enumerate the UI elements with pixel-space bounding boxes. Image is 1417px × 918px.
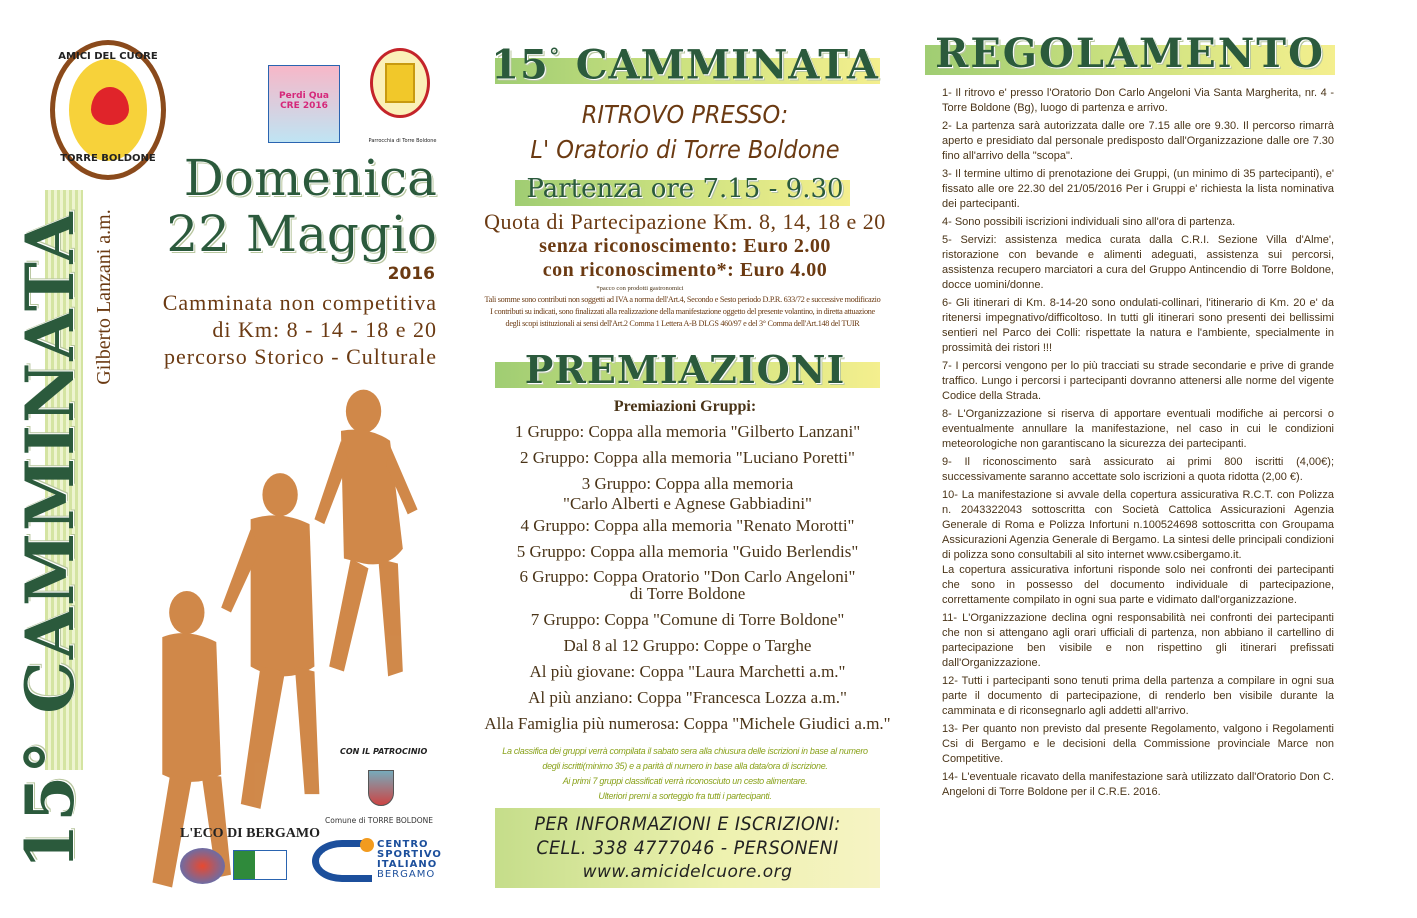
regolamento-panel [925,0,1345,918]
runner-body [341,430,403,565]
prize-item: 5 Gruppo: Coppa alla memoria "Guido Berlendis" [516,542,859,561]
left-panel [0,0,445,918]
rule-item: 12- Tutti i partecipanti sono tenuti prima della partenza a compilare in ogni sua parte il documento di partecipazione, di renderlo ben visibile durante la camminata e di riconsegnarlo agli addetti all'arrivo. [942,675,1334,717]
runner-head [346,390,381,433]
website-link[interactable]: www.amicidelcuore.org [582,862,793,882]
rule-item: 7- I percorsi vengono per lo più tracciati su strade secondarie e prive di grande traffico. Lungo i percorsi i partecipanti dovranno attenersi alle norme del vigente Codice della Strada. [942,360,1334,402]
rule-item: 14- L'eventuale ricavato della manifestazione sarà utilizzato dall'Oratorio Don C. Angeloni di Torre Boldone per il C.R.E. 2016. [942,771,1334,798]
patronage-label: CON IL PATROCINIO [340,747,428,756]
regolamento-title: REGOLAMENTO [935,30,1325,77]
rule-item: 4- Sono possibili iscrizioni individuali sino all'ora di partenza. [942,216,1236,228]
logo-top-text: AMICI DEL CUORE [58,51,158,62]
sponsor-ambiente-logo [233,850,287,880]
ritrovo-label: RITROVO PRESSO: [581,100,789,129]
perdi-qua-logo: Perdi Qua CRE 2016 [268,65,340,143]
camminata-title: 15° CAMMINATA [491,41,879,89]
rule-item: 3- Il termine ultimo di prenotazione dei Gruppi, (un minimo di 35 partecipanti), e' fissato alle ore 22.30 del 21/05/2016 Per i Gruppi e' richiesta la lista nominativa dei partecipanti. [942,168,1334,210]
eco-di-bergamo-logo: L'ECO DI BERGAMO [180,826,321,841]
prize-item: Al più anziano: Coppa "Francesca Lozza a.m." [528,688,847,707]
ranking-notes: La classifica dei gruppi verrà compilata il sabato sera alla chiusura delle iscrizioni in base al numero degli iscritti(minimo 35) e a parità di numero in base alla data/ora di iscrizione. Ai primi 7 gruppi classificati verrà riconosciuto un cesto alimentare. Ulteriori premi a sorteggio fra tutti i partecipanti. [502,746,868,801]
prize-item: Alla Famiglia più numerosa: Coppa "Michele Giudici a.m." [484,714,891,733]
pacco-note: *pacco con prodotti gastronomici [596,285,684,292]
sponsor-badge-logo [180,848,225,884]
prize-list [460,422,915,734]
amici-del-cuore-logo [50,40,166,180]
prize-item: 6 Gruppo: Coppa Oratorio "Don Carlo Angeloni" [519,567,856,586]
rule-item: 13- Per quanto non previsto dal presente Regolamento, valgono i Regolamenti Csi di Bergamo e le decisioni della Commissione provinciale Marce non Competitive. [942,723,1334,765]
prize-item: 4 Gruppo: Coppa alla memoria "Renato Morotti" [520,516,855,535]
prize-item: 3 Gruppo: Coppa alla memoria [581,474,794,493]
door-icon [385,63,415,103]
csi-orange-dot [360,838,374,852]
rule-item: 8- L'Organizzazione si riserva di apportare eventuali modifiche ai percorsi o eventualmente annullare la manifestazione, nel caso in cui le condizioni meteorologiche non garantiscano la sicurezza dei partecipanti. [942,408,1334,450]
vertical-title: 15° CAMMINATA [11,210,89,870]
rule-item: 9- Il riconoscimento sarà assicurato ai primi 800 iscritti (4,00€); successivamente saranno accettate solo iscrizioni a quota ridotta (2,00 €). [942,456,1334,483]
prize-item: Al più giovane: Coppa "Laura Marchetti a.m." [529,662,846,681]
rule-item: 11- L'Organizzazione declina ogni responsabilità nei confronti dei partecipanti che non si attengano agli orari ufficiali di partenza, non abbiano il cartellino di partecipazione ben visibile e non rispettino gli itinerari prefissati dall'Organizzazione. [942,612,1334,669]
legal-notes: Tali somme sono contributi non soggetti ad IVA a norma dell'Art.4, Secondo e Sesto periodo D.P.R. 633/72 e successive modificazio I contributi su indicati, sono finalizzati alla realizzazione della manifestazione oggetto del presente volantino, in diretta attuazione degli scopi istituzionali ai sensi dell'Art.2 Comma 1 Lettera A-B DLGS 460/97 e del 3° Comma dell'Art.148 del TUIR [484,295,881,328]
partenza-time: Partenza ore 7.15 - 9.30 [526,174,844,204]
prize-item: 7 Gruppo: Coppa "Comune di Torre Boldone" [530,610,845,629]
csi-logo-text: CENTRO SPORTIVO ITALIANO BERGAMO [377,839,442,880]
rule-item: 10- La manifestazione si avvale della copertura assicurativa R.C.T. con Polizza n. 2043322043 sottoscritta con Società Cattolica Assicurazioni Agenzia Generale di Roma e Polizza Infortuni n.100524698 sottoscritta con Groupama Assicurazioni Agenzia Generale di Bergamo. La sintesi delle principali condizioni di polizza sono consultabili al sito internet www.csibergamo.it. [942,489,1334,561]
date-heading: 22 Maggio [166,205,437,263]
oratorio-location: L' Oratorio di Torre Boldone [530,135,840,164]
rule-item: La copertura assicurativa infortuni risponde solo nei confronti dei partecipanti che sono in possesso del documento individuale di partecipazione, correttamente compilato in ogni sua parte e vidimato dall'organizzazione. [942,564,1334,606]
rule-item: 5- Servizi: assistenza medica curata dalla C.R.I. Sezione Villa d'Alme', ristorazione con bevande e alimenti adeguati, assistenza sui percorsi, assistenza recupero marciatori a cura del Gruppo Antincendio di Torre Boldone, docce uomini/donne. [942,234,1334,291]
rule-item: 2- La partenza sarà autorizzata dalle ore 7.15 alle ore 9.30. Il percorso rimarrà aperto e presidiato dal personale predisposto dall'Organizzazione dalle ore 7.30 fino all'arrivo della "scopa". [942,120,1334,162]
rule-item: 6- Gli itinerari di Km. 8-14-20 sono ondulati-collinari, l'itinerario di Km. 20 e' da ritenersi impegnativo/difficoltoso. In tutti gli itinerari sono presenti dei bellissimi sentieri nel Parco dei Colli: rispettate la natura e l'ambiente, specialmente in prossimità dei ristori !!! [942,297,1334,354]
prize-item: 2 Gruppo: Coppa alla memoria "Luciano Poretti" [520,448,855,467]
logo-bottom-text: TORRE BOLDONE [60,153,156,164]
prize-item: 1 Gruppo: Coppa alla memoria "Gilberto Lanzani" [514,422,861,441]
comune-crest-icon [368,770,394,806]
rule-item: 1- Il ritrovo e' presso l'Oratorio Don Carlo Angeloni Via Santa Margherita, nr. 4 - Torre Boldone (Bg), luogo di partenza e arrivo. [942,87,1334,114]
middle-panel [450,0,920,918]
premiazioni-title: PREMIAZIONI [524,347,846,392]
vertical-subtitle: Gilberto Lanzani a.m. [93,209,115,385]
prize-item: Dal 8 al 12 Gruppo: Coppe o Targhe [563,636,812,655]
quota-info: Quota di Partecipazione Km. 8, 14, 18 e 20 senza riconoscimento: Euro 2.00 con riconoscimento*: Euro 4.00 [484,209,886,281]
premiazioni-subtitle: Premiazioni Gruppi: [613,398,757,415]
rules-list [942,86,1334,803]
heart-icon [91,87,129,125]
prize-item: "Carlo Alberti e Agnese Gabbiadini" [563,494,812,513]
oratorio-logo: Parrocchia di Torre Boldone [365,38,440,146]
comune-label: Comune di TORRE BOLDONE [325,816,434,825]
info-text: PER INFORMAZIONI E ISCRIZIONI: CELL. 338 4777046 - PERSONENI www.amicidelcuore.org [495,812,880,884]
day-heading: Domenica [183,149,437,207]
phone-number: CELL. 338 4777046 - PERSONENI [536,837,839,859]
prize-item: di Torre Boldone [629,584,746,603]
year: 2016 [387,264,435,284]
event-description: Camminata non competitiva di Km: 8 - 14 - 18 e 20 percorso Storico - Culturale [162,290,437,369]
